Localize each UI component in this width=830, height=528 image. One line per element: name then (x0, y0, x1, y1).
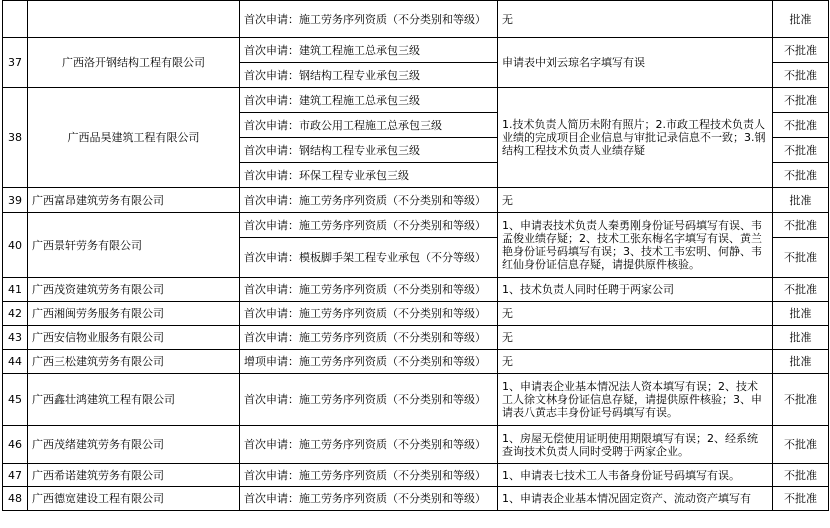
review-result: 不批准 (773, 138, 829, 163)
row-number: 40 (3, 213, 28, 278)
application-item: 首次申请：施工劳务序列资质（不分类别和等级） (240, 464, 498, 487)
review-result: 不批准 (773, 374, 829, 426)
review-reason: 1、房屋无偿使用证明使用期限填写有误；2、经系统查询技术负责人同时受聘于两家企业。 (498, 426, 773, 464)
company-name: 广西品昊建筑工程有限公司 (28, 88, 240, 188)
table-row (3, 38, 829, 63)
row-number: 45 (3, 374, 28, 426)
review-result: 批准 (773, 188, 829, 213)
table-row (3, 88, 829, 113)
application-item: 首次申请：施工劳务序列资质（不分类别和等级） (240, 374, 498, 426)
row-number (3, 1, 28, 38)
review-reason: 1.技术负责人简历未附有照片；2.市政工程技术负责人业绩的完成项目企业信息与审批记录信息不一致；3.钢结构工程技术负责人业绩存疑 (498, 88, 773, 188)
company-name: 广西希诺建筑劳务有限公司 (28, 464, 240, 487)
review-result: 不批准 (773, 278, 829, 302)
application-item: 首次申请：施工劳务序列资质（不分类别和等级） (240, 188, 498, 213)
application-item: 首次申请：施工劳务序列资质（不分类别和等级） (240, 487, 498, 511)
review-reason: 1、申请表七技术工人韦备身份证号码填写有误。 (498, 464, 773, 487)
company-name (28, 1, 240, 38)
application-item: 首次申请：模板脚手架工程专业承包（不分等级） (240, 238, 498, 278)
review-result: 不批准 (773, 88, 829, 113)
application-item: 增项申请：施工劳务序列资质（不分类别和等级） (240, 350, 498, 374)
application-item: 首次申请：钢结构工程专业承包三级 (240, 63, 498, 88)
application-item: 首次申请：建筑工程施工总承包三级 (240, 88, 498, 113)
application-item: 首次申请：施工劳务序列资质（不分类别和等级） (240, 426, 498, 464)
table-row (3, 464, 829, 487)
review-result: 不批准 (773, 63, 829, 88)
review-result: 不批准 (773, 487, 829, 511)
company-name: 广西富昂建筑劳务有限公司 (28, 188, 240, 213)
row-number: 41 (3, 278, 28, 302)
table-row (3, 1, 829, 38)
row-number: 42 (3, 302, 28, 326)
review-reason: 无 (498, 188, 773, 213)
review-reason: 无 (498, 326, 773, 350)
company-name: 广西德宽建设工程有限公司 (28, 487, 240, 511)
review-reason: 无 (498, 350, 773, 374)
company-name: 广西湘闽劳务服务有限公司 (28, 302, 240, 326)
review-result: 批准 (773, 302, 829, 326)
review-result: 不批准 (773, 238, 829, 278)
review-reason: 1、申请表技术负责人秦勇刚身份证号码填写有误、韦孟俊业绩存疑；2、技术工张东梅名字填写有误、黄兰艳身份证号码填写有误；3、技术工韦宏明、何静、韦红仙身份证信息存疑，请提供原件核验。 (498, 213, 773, 278)
company-name: 广西茂资建筑劳务有限公司 (28, 278, 240, 302)
review-reason: 1、申请表企业基本情况法人资本填写有误；2、技术工人徐文林身份证信息存疑，请提供原件核验；3、申请表八黄志丰身份证号码填写有误。 (498, 374, 773, 426)
company-name: 广西安信物业服务有限公司 (28, 326, 240, 350)
review-result: 不批准 (773, 163, 829, 188)
review-result: 不批准 (773, 38, 829, 63)
application-item: 首次申请：施工劳务序列资质（不分类别和等级） (240, 1, 498, 38)
table-row (3, 278, 829, 302)
row-number: 44 (3, 350, 28, 374)
row-number: 37 (3, 38, 28, 88)
row-number: 43 (3, 326, 28, 350)
application-item: 首次申请：施工劳务序列资质（不分类别和等级） (240, 278, 498, 302)
review-result: 不批准 (773, 113, 829, 138)
company-name: 广西鑫壮鸿建筑工程有限公司 (28, 374, 240, 426)
table-row (3, 302, 829, 326)
review-result: 不批准 (773, 464, 829, 487)
table-row (3, 487, 829, 511)
row-number: 39 (3, 188, 28, 213)
review-reason: 无 (498, 1, 773, 38)
application-item: 首次申请：施工劳务序列资质（不分类别和等级） (240, 213, 498, 238)
review-reason: 1、申请表企业基本情况固定资产、流动资产填写有 (498, 487, 773, 511)
application-item: 首次申请：钢结构工程专业承包三级 (240, 138, 498, 163)
review-result: 批准 (773, 326, 829, 350)
table-row (3, 374, 829, 426)
application-item: 首次申请：环保工程专业承包三级 (240, 163, 498, 188)
review-result: 不批准 (773, 213, 829, 238)
approval-table (2, 0, 829, 511)
review-reason: 1、技术负责人同时任聘于两家公司 (498, 278, 773, 302)
company-name: 广西三松建筑劳务有限公司 (28, 350, 240, 374)
row-number: 46 (3, 426, 28, 464)
company-name: 广西景轩劳务有限公司 (28, 213, 240, 278)
company-name: 广西茂绪建筑劳务有限公司 (28, 426, 240, 464)
table-row (3, 326, 829, 350)
table-row (3, 426, 829, 464)
table-row (3, 350, 829, 374)
review-result: 批准 (773, 1, 829, 38)
table-row (3, 213, 829, 238)
review-reason: 申请表中刘云琼名字填写有误 (498, 38, 773, 88)
company-name: 广西洛开钢结构工程有限公司 (28, 38, 240, 88)
application-item: 首次申请：施工劳务序列资质（不分类别和等级） (240, 302, 498, 326)
row-number: 48 (3, 487, 28, 511)
table-row (3, 188, 829, 213)
application-item: 首次申请：建筑工程施工总承包三级 (240, 38, 498, 63)
application-item: 首次申请：施工劳务序列资质（不分类别和等级） (240, 326, 498, 350)
row-number: 38 (3, 88, 28, 188)
row-number: 47 (3, 464, 28, 487)
review-result: 批准 (773, 350, 829, 374)
review-reason: 无 (498, 302, 773, 326)
review-result: 不批准 (773, 426, 829, 464)
application-item: 首次申请：市政公用工程施工总承包三级 (240, 113, 498, 138)
